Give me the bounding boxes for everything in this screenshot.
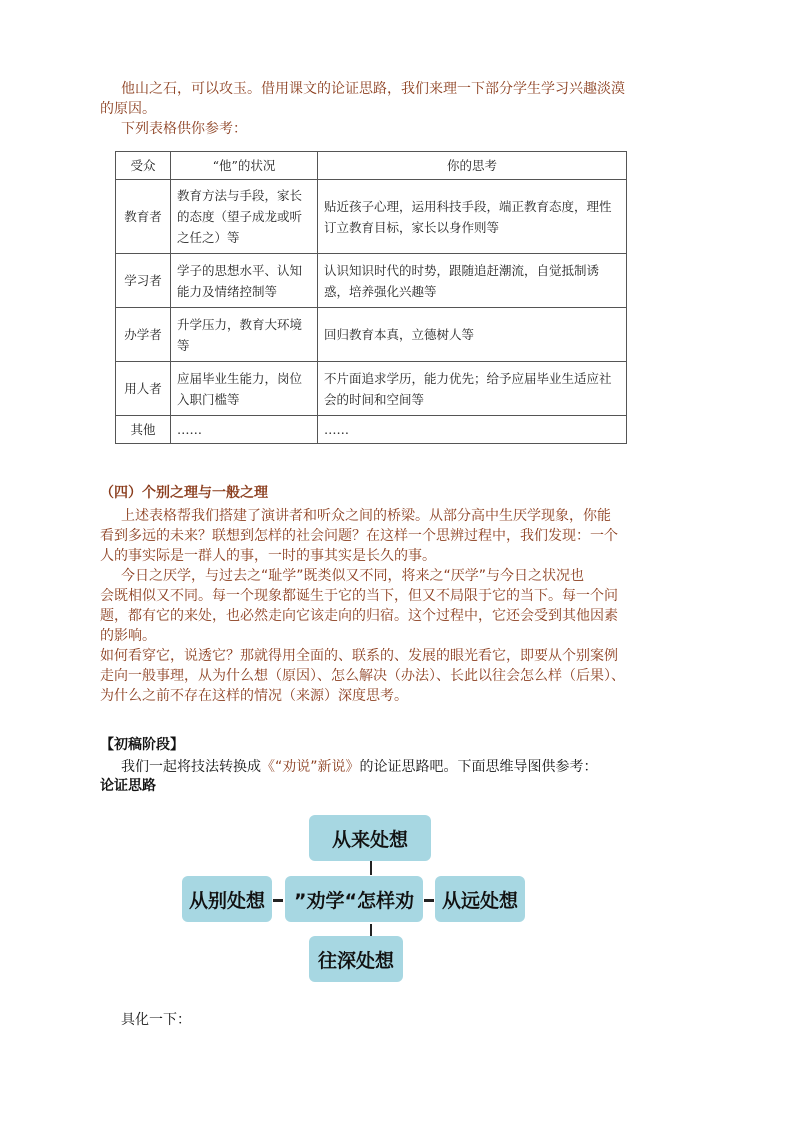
connector-bottom: [370, 924, 372, 936]
draft-title: 《“劝说”新说》: [261, 759, 360, 775]
table-row: [116, 308, 627, 362]
cell-thinking: ……: [318, 416, 627, 444]
section4-p2-line-1: 今日之厌学，与过去之“耻学”既类似又不同，将来之“厌学”与今日之状况也: [121, 568, 585, 584]
header-status: “他”的状况: [171, 152, 318, 180]
section4-p3-line-2: 走向一般事理，从为什么想（原因）、怎么解决（办法）、长此以往会怎么样（后果）、: [100, 668, 625, 684]
reference-table: [115, 151, 627, 444]
section4-p1-line-1: 上述表格帮我们搭建了演讲者和听众之间的桥梁。从部分高中生厌学现象，你能: [121, 508, 611, 524]
cell-status: 教育方法与手段，家长的态度（望子成龙或听之任之）等: [171, 180, 318, 254]
section4-heading: （四）个别之理与一般之理: [100, 485, 268, 501]
intro-line-2: 的原因。: [100, 101, 156, 117]
table-row: [116, 254, 627, 308]
cell-audience: 办学者: [116, 308, 171, 362]
header-audience: 受众: [116, 152, 171, 180]
cell-status: ……: [171, 416, 318, 444]
connector-right: [424, 899, 434, 902]
mindmap-node-top: 从来处想: [309, 815, 431, 861]
connector-top: [370, 861, 372, 875]
intro-line-1: 他山之石，可以攻玉。借用课文的论证思路，我们来理一下部分学生学习兴趣淡漠: [121, 81, 625, 97]
table-row: [116, 180, 627, 254]
cell-status: 学子的思想水平、认知能力及情绪控制等: [171, 254, 318, 308]
table-row: [116, 362, 627, 416]
section4-p2-line-3: 题，都有它的来处，也必然走向它该走向的归宿。这个过程中，它还会受到其他因素: [100, 608, 618, 624]
cell-thinking: 回归教育本真，立德树人等: [318, 308, 627, 362]
table-row: [116, 416, 627, 444]
mindmap-node-bottom: 往深处想: [309, 936, 403, 982]
section4-p2-line-2: 会既相似又不同。每一个现象都诞生于它的当下，但又不局限于它的当下。每一个问: [100, 588, 618, 604]
cell-audience: 教育者: [116, 180, 171, 254]
intro-line-3: 下列表格供你参考：: [121, 121, 247, 137]
footer-text: 具化一下：: [121, 1012, 191, 1028]
section4-p2-line-4: 的影响。: [100, 628, 156, 644]
section4-p3-line-1: 如何看穿它，说透它？那就得用全面的、联系的、发展的眼光看它，即要从个别案例: [100, 648, 618, 664]
connector-left: [273, 899, 283, 902]
draft-line-a: 我们一起将技法转换成: [121, 759, 261, 775]
cell-thinking: 认识知识时代的时势，跟随追赶潮流，自觉抵制诱惑，培养强化兴趣等: [318, 254, 627, 308]
section4-p1-line-3: 人的事实际是一群人的事，一时的事其实是长久的事。: [100, 548, 436, 564]
cell-audience: 学习者: [116, 254, 171, 308]
cell-audience: 用人者: [116, 362, 171, 416]
mindmap-node-left: 从别处想: [182, 876, 272, 922]
draft-line-c: 的论证思路吧。下面思维导图供参考：: [359, 759, 598, 775]
header-thinking: 你的思考: [318, 152, 627, 180]
cell-audience: 其他: [116, 416, 171, 444]
cell-thinking: 不片面追求学历，能力优先；给予应届毕业生适应社会的时间和空间等: [318, 362, 627, 416]
draft-heading: 【初稿阶段】: [100, 737, 184, 753]
section4-p3-line-3: 为什么之前不存在这样的情况（来源）深度思考。: [100, 688, 408, 704]
section4-p1-line-2: 看到多远的未来？联想到怎样的社会问题？在这样一个思辨过程中，我们发现：一个: [100, 528, 618, 544]
cell-status: 升学压力，教育大环境等: [171, 308, 318, 362]
cell-thinking: 贴近孩子心理，运用科技手段，端正教育态度，理性订立教育目标，家长以身作则等: [318, 180, 627, 254]
table-header-row: [116, 152, 627, 180]
draft-subheading: 论证思路: [100, 778, 156, 794]
mindmap-node-center: ”劝学“怎样劝: [285, 876, 423, 922]
draft-line: [121, 757, 598, 777]
cell-status: 应届毕业生能力，岗位入职门槛等: [171, 362, 318, 416]
mindmap-node-right: 从远处想: [435, 876, 525, 922]
